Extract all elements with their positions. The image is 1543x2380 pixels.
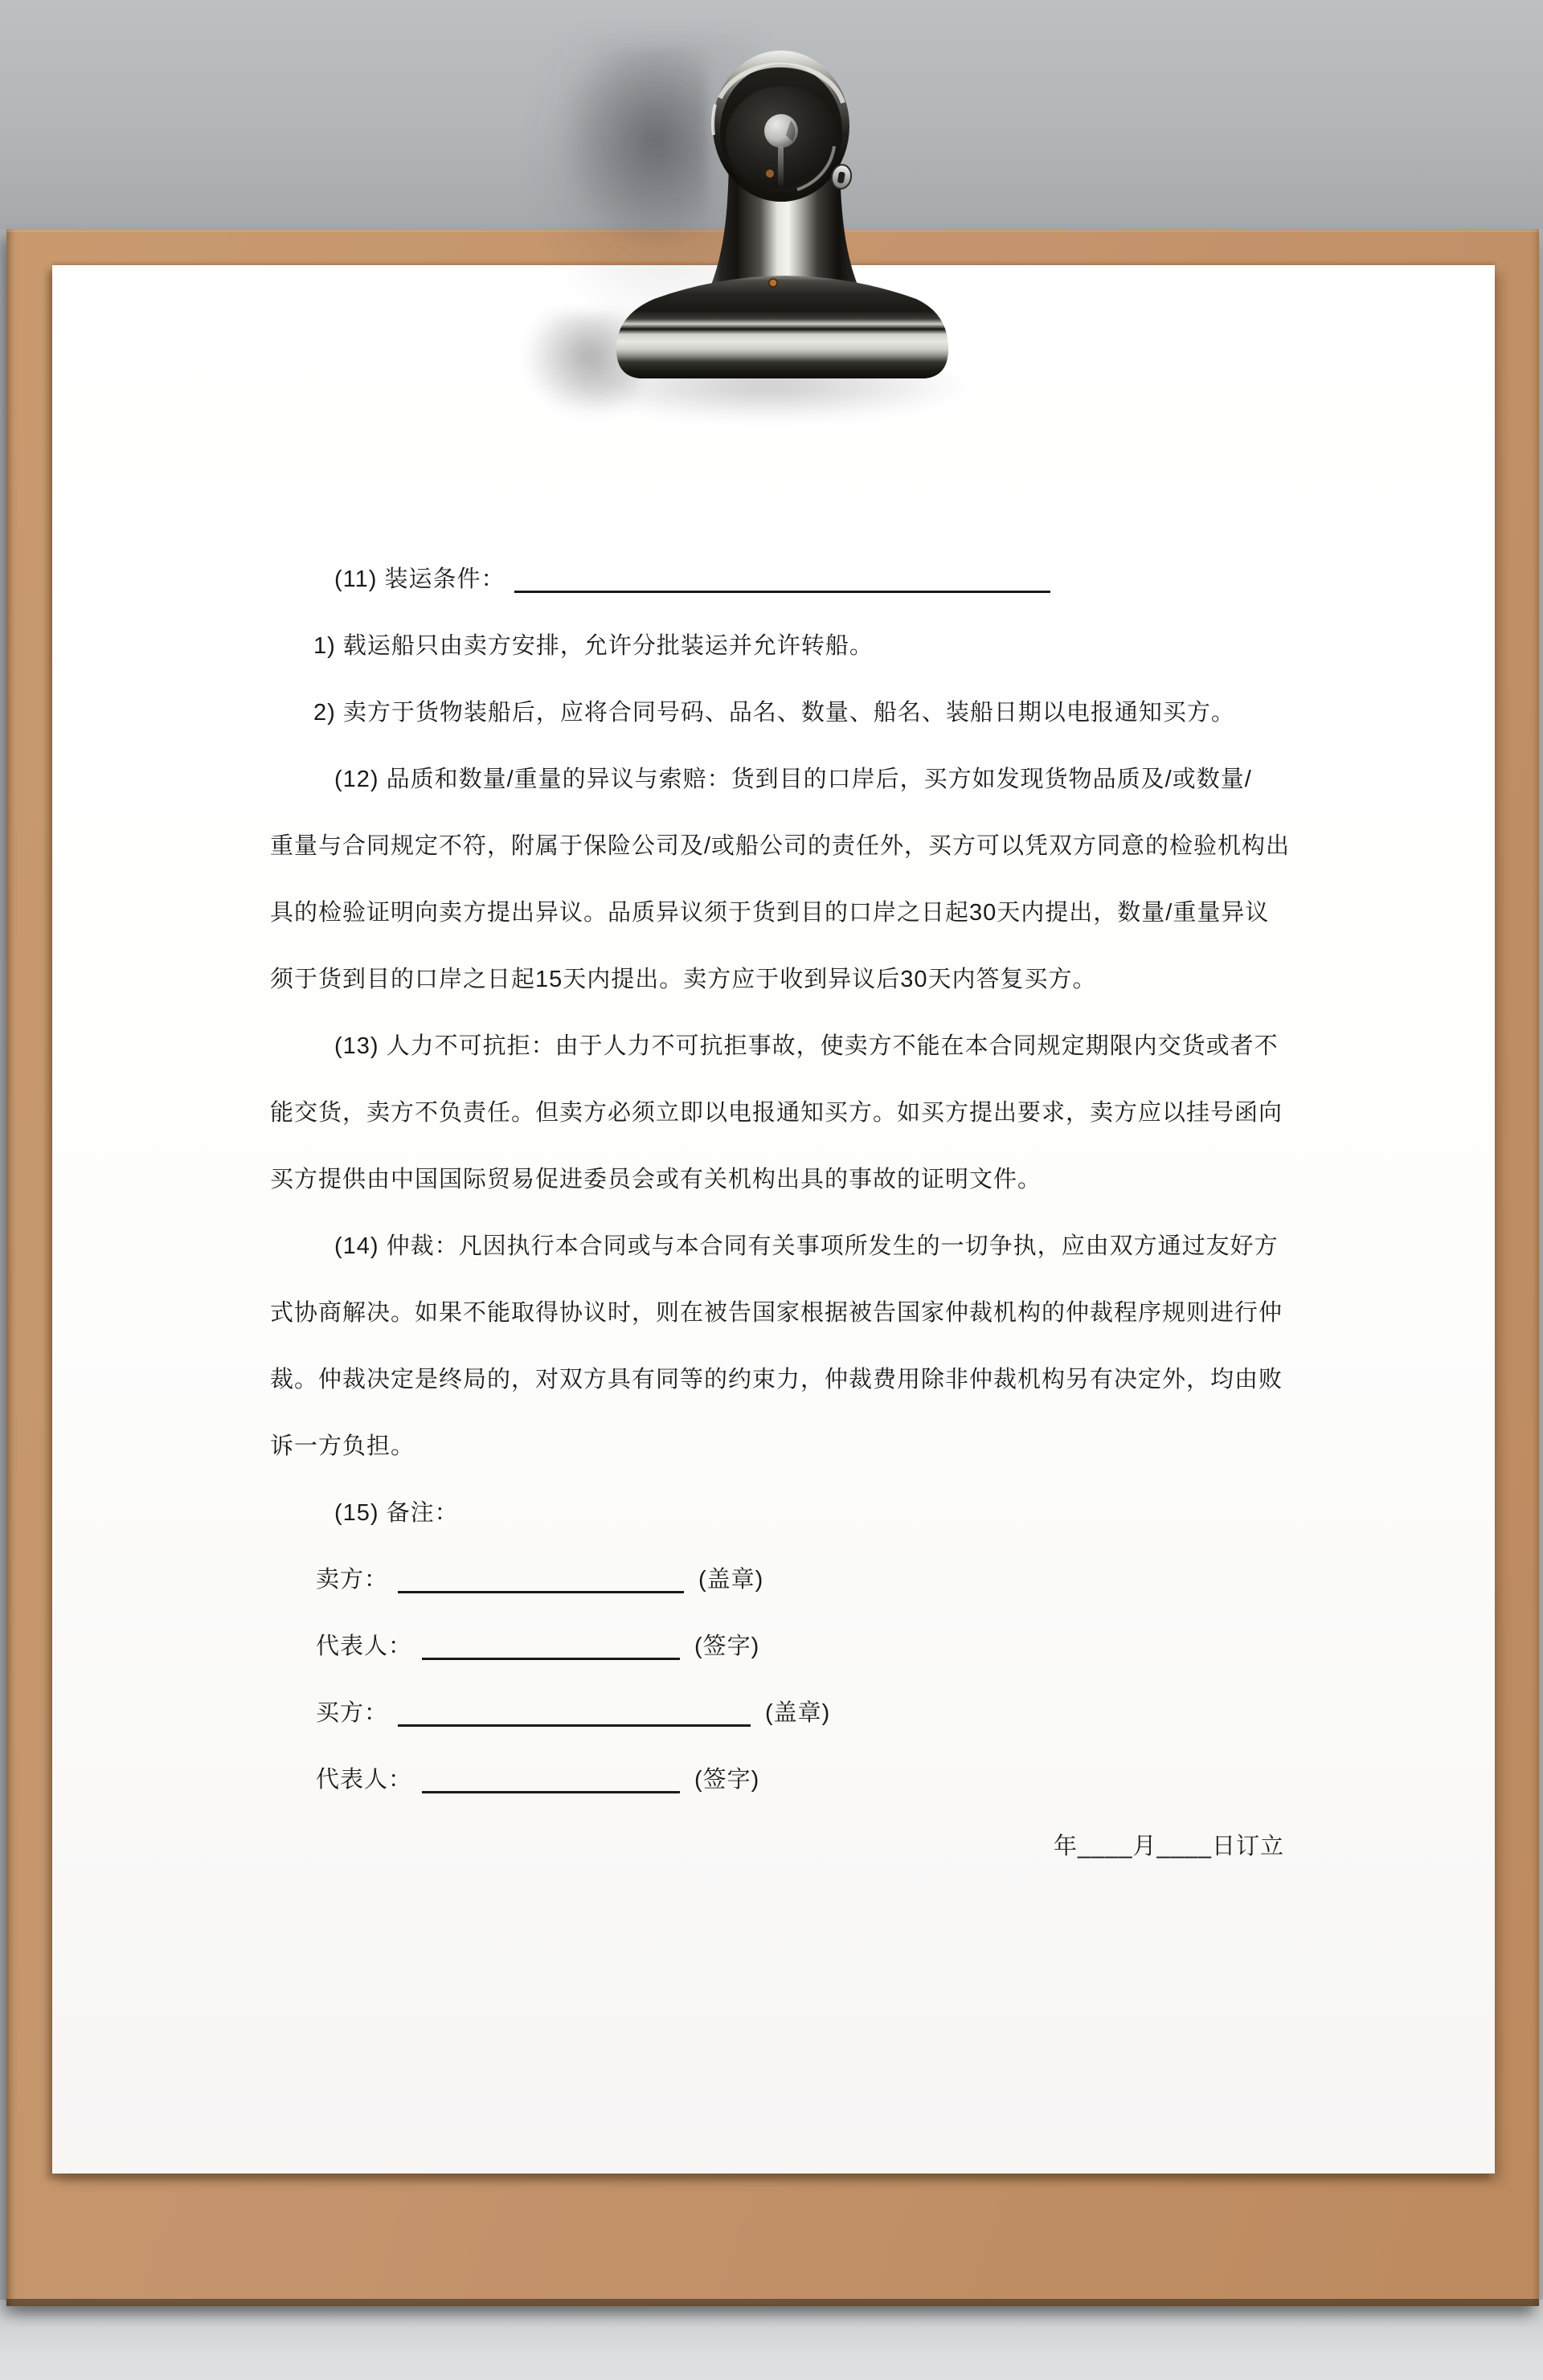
item-2-line: 2) 卖方于货物装船后，应将合同号码、品名、数量、船名、装船日期以电报通知买方。 [313,700,1235,726]
clip-bar [616,276,948,378]
clip-rivet [769,279,777,287]
signature-row-buyer-rep [270,1747,1283,1814]
contract-paper [52,265,1495,2173]
binder-clip [563,24,1013,394]
signature-suffix: (签字) [694,1767,760,1793]
clause-11-label: (11) 装运条件： [334,566,505,592]
signature-label: 买方： [316,1700,389,1726]
clause-12-line: (12) 品质和数量/重量的异议与索赔：货到目的口岸后，买方如发现货物品质及/或数量/ [334,767,1252,792]
blank-underline [514,566,1050,593]
signature-suffix: (签字) [694,1634,760,1659]
contract-text [270,546,1291,1880]
clause-14-cont: 式协商解决。如果不能取得协议时，则在被告国家根据被告国家仲裁机构的仲裁程序规则进行仲 [270,1300,1283,1326]
clause-11-line [270,546,1283,613]
signature-row-seller [270,1547,1283,1613]
clause-15-line: (15) 备注： [334,1500,459,1526]
clause-14-cont: 裁。仲裁决定是终局的，对双方具有同等的约束力，仲裁费用除非仲裁机构另有决定外，均由败 [270,1367,1283,1392]
desk-surface [0,2300,1543,2380]
signature-label: 代表人： [316,1767,413,1793]
clip-knob [713,51,849,202]
signature-row-buyer [270,1680,1283,1747]
signature-label: 卖方： [316,1567,389,1593]
signature-suffix: (盖章) [698,1567,764,1593]
signature-row-seller-rep [270,1613,1283,1680]
clause-13-line: (13) 人力不可抗拒：由于人力不可抗拒事故，使卖方不能在本合同规定期限内交货或者不 [334,1033,1279,1059]
blank-underline [422,1767,680,1793]
signature-suffix: (盖章) [765,1700,831,1726]
clause-13-cont: 能交货，卖方不负责任。但卖方必须立即以电报通知买方。如买方提出要求，卖方应以挂号函向 [270,1100,1283,1126]
item-1-line: 1) 载运船只由卖方安排，允许分批装运并允许转船。 [313,633,874,659]
clause-12-cont: 重量与合同规定不符，附属于保险公司及/或船公司的责任外，买方可以凭双方同意的检验机构出 [270,833,1291,859]
blank-underline [398,1700,751,1727]
clause-14-line: (14) 仲裁：凡因执行本合同或与本合同有关事项所发生的一切争执，应由双方通过友好方 [334,1233,1279,1259]
clause-14-cont: 诉一方负担。 [270,1433,415,1459]
blank-underline [398,1567,684,1593]
clause-12-cont: 具的检验证明向卖方提出异议。品质异议须于货到目的口岸之日起30天内提出，数量/重量异议 [270,900,1270,926]
clause-13-cont: 买方提供由中国国际贸易促进委员会或有关机构出具的事故的证明文件。 [270,1167,1042,1192]
date-line: 年____月____日订立 [1054,1834,1285,1859]
clause-12-cont: 须于货到目的口岸之日起15天内提出。卖方应于收到异议后30天内答复买方。 [270,967,1097,992]
blank-underline [422,1634,680,1660]
signature-label: 代表人： [316,1634,413,1659]
